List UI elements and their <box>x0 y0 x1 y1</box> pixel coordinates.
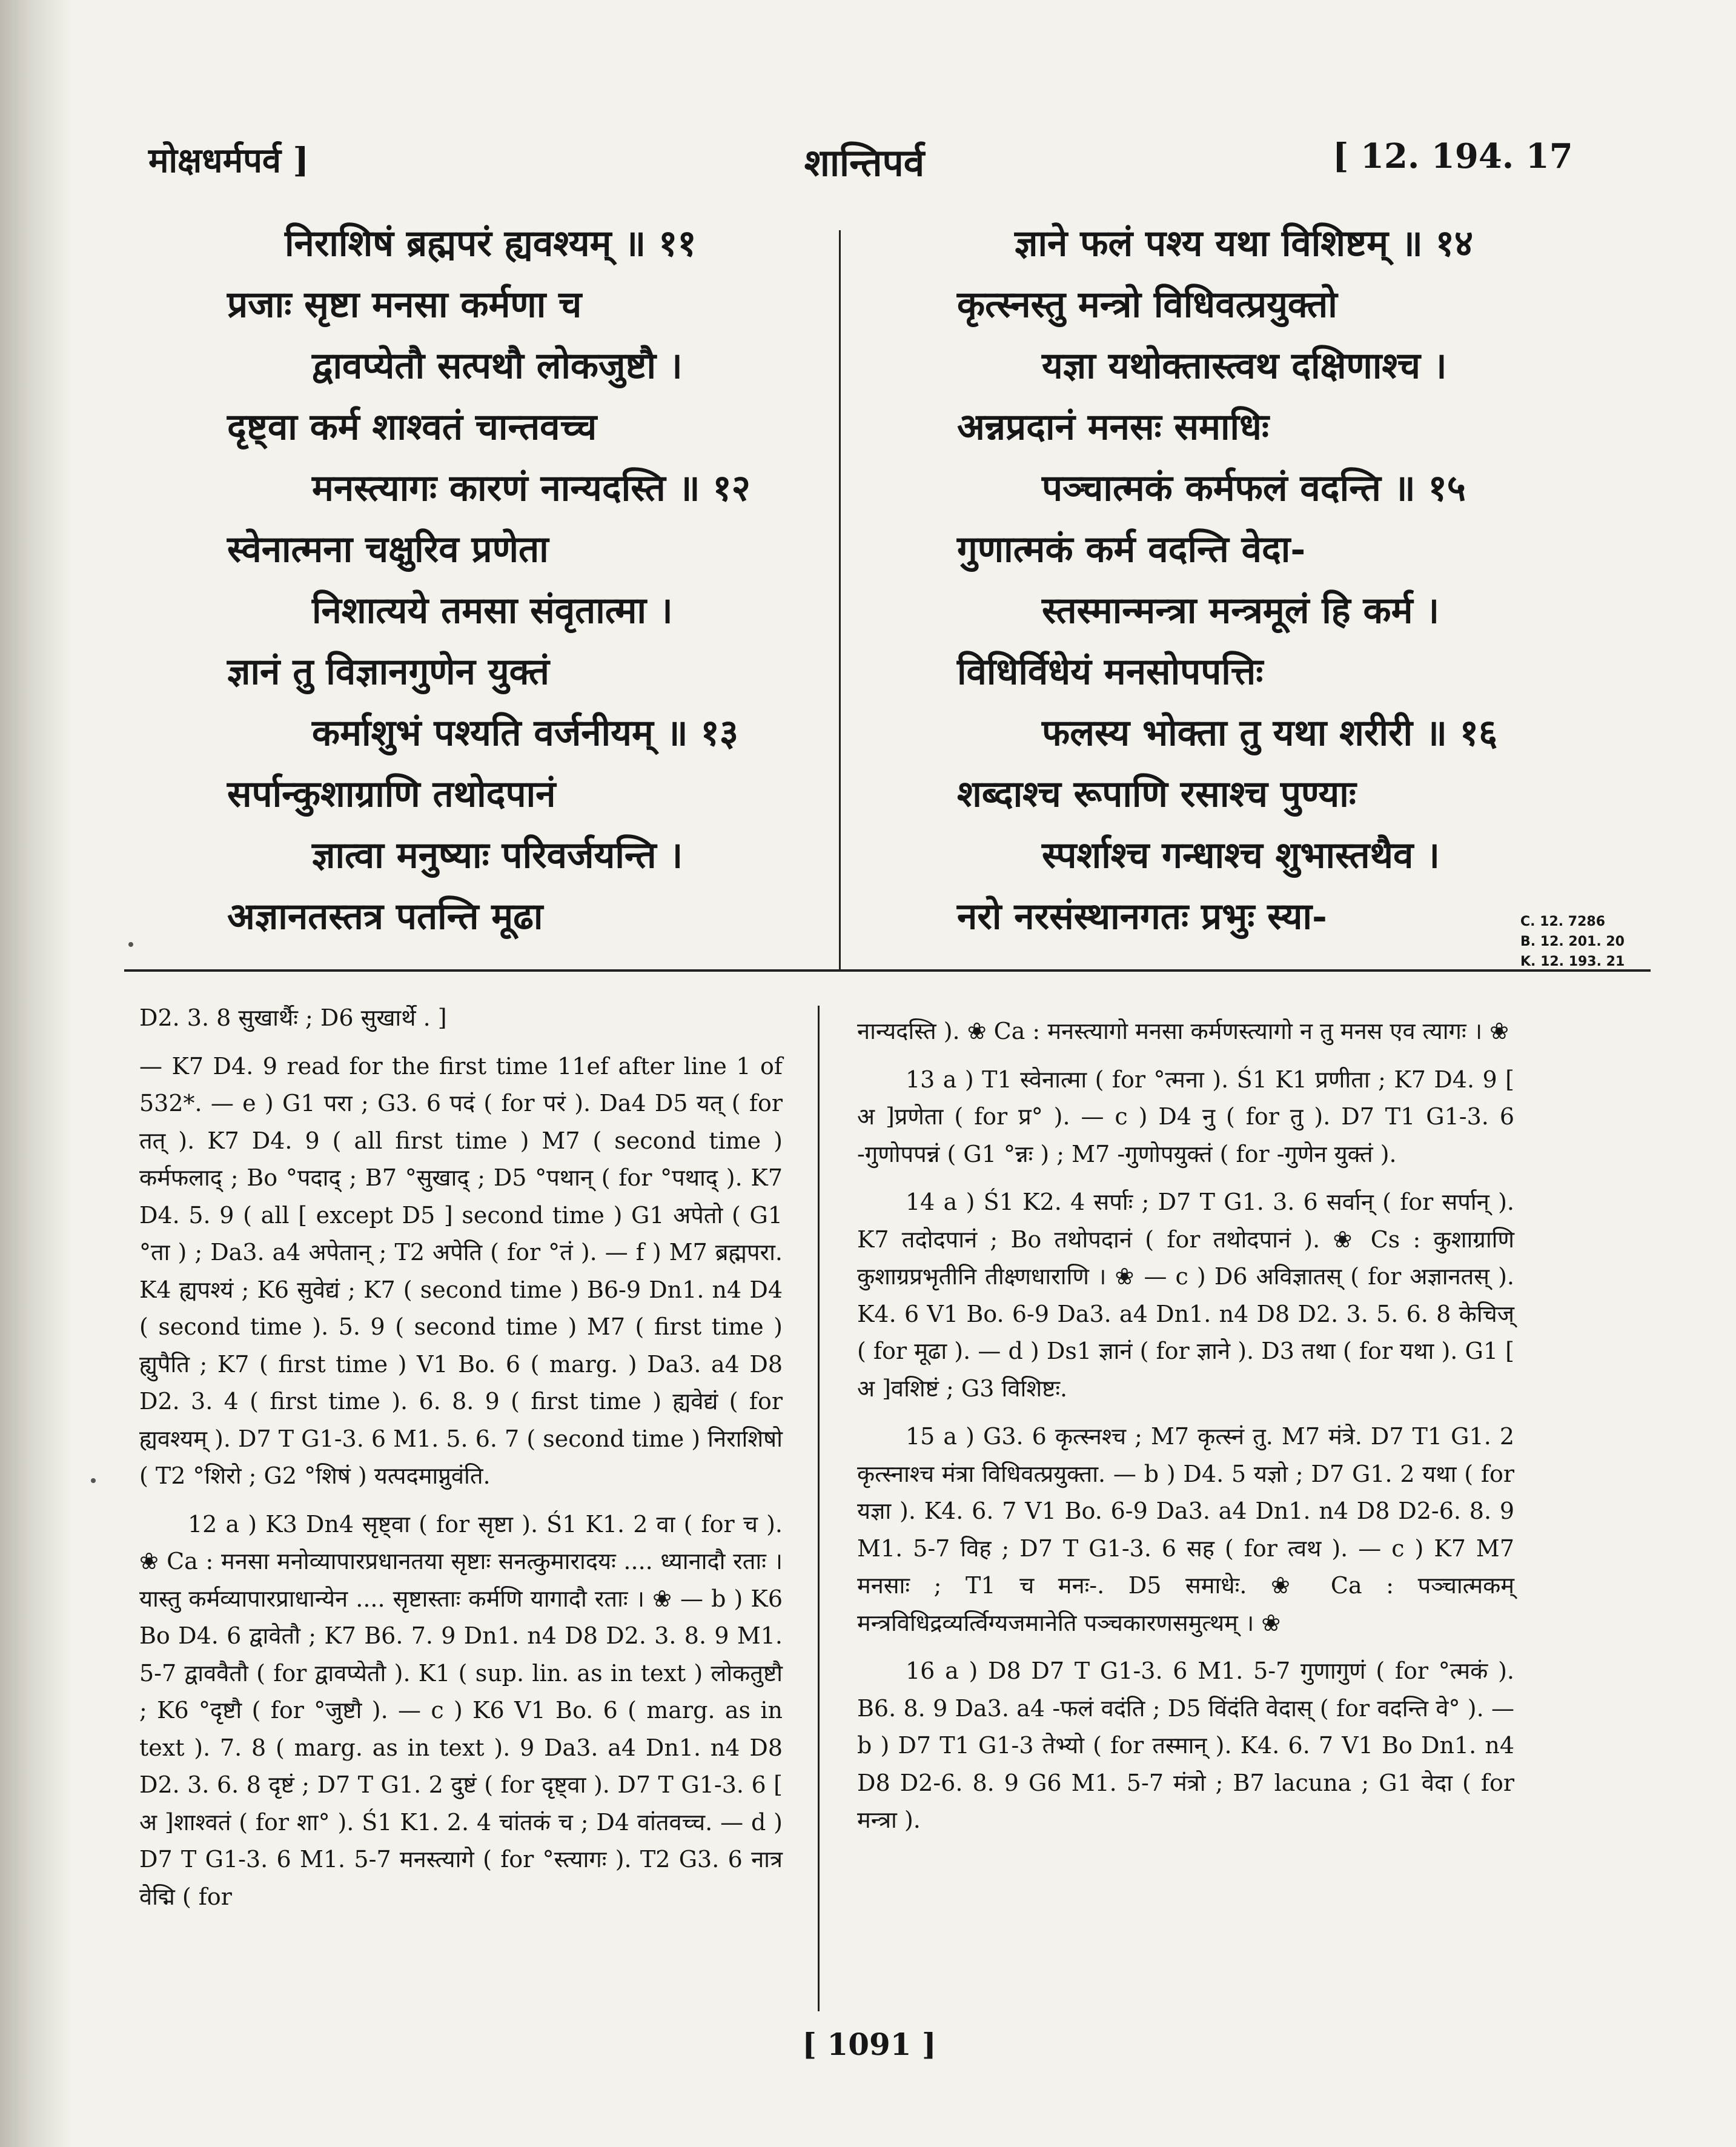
apparatus-entry: 15 a ) G3. 6 कृत्स्नश्च ; M7 कृत्स्नं तु. M7 मंत्रे. D7 T1 G1. 2 कृत्स्नाश्च मंत्रा विधिवत्प्रयुक्ता. — b ) D4. 5 यज्ञो ; D7 G1. 2 यथा ( for यज्ञा ). K4. 6. 7 V1 Bo. 6-9 Da3. a4 Dn1. n4 D8 D2-6. 8. 9 M1. 5-7 विह ; D7 T G1-3. 6 सह ( for त्वथ ). — c ) K7 M7 मनसाः ; T1 च मनः-. D5 समाधेः. ❀ Ca : पञ्चात्मकम् मन्त्रविधिद्रव्यर्त्विग्यजमानेति पञ्चकारणसमुत्थम् । ❀ <box>857 1423 1514 1636</box>
apparatus-entry: 13 a ) T1 स्वेनात्मा ( for °त्मना ). Ś1 K1 प्रणीता ; K7 D4. 9 [ अ ]प्रणेता ( for प्र° ). — c ) D4 नु ( for तु ). D7 T1 G1-3. 6 -गुणोपपन्नं ( G1 °न्नः ) ; M7 -गुणोपयुक्तं ( for -गुणेन युक्तं ). <box>857 1066 1514 1167</box>
binding-shadow <box>0 0 73 2147</box>
verse-line: यज्ञा यथोक्तास्त्वथ दक्षिणाश्च । <box>1042 345 1447 387</box>
verse-column-left <box>227 213 833 947</box>
scan-speck <box>91 1478 96 1483</box>
verse-line: कृत्स्नस्तु मन्त्रो विधिवत्प्रयुक्तो <box>957 284 1337 326</box>
apparatus-entry: 14 a ) Ś1 K2. 4 सर्पाः ; D7 T G1. 3. 6 सर्वान् ( for सर्पान् ). K7 तदोदपानं ; Bo तथोपदानं ( for तथोदपानं ). ❀ Cs : कुशाग्राणि कुशाग्रप्रभृतीनि तीक्ष्णधाराणि । ❀ — c ) D6 अविज्ञातस् ( for अज्ञानतस् ). K4. 6 V1 Bo. 6-9 Da3. a4 Dn1. n4 D8 D2. 3. 5. 6. 8 केचिज् ( for मूढा ). — d ) Ds1 ज्ञानं ( for ज्ञाने ). D3 तथा ( for यथा ). G1 [ अ ]वशिष्टं ; G3 विशिष्टः. <box>857 1189 1514 1402</box>
verse-reference: [ 12. 194. 17 <box>1333 136 1573 176</box>
apparatus-divider <box>818 1006 820 2011</box>
apparatus-entry: — K7 D4. 9 read for the first time 11ef after line 1 of 532*. — e ) G1 परा ; G3. 6 पदं ( for परं ). Da4 D5 यत् ( for तत् ). K7 D4. 9 ( all first time ) M7 ( second time ) कर्मफलाद् ; Bo °पदाद् ; B7 °सुखाद् ; D5 °पथान् ( for °पथाद् ). K7 D4. 5. 9 ( all [ except D5 ] second time ) G1 अपेतो ( G1 °ता ) ; Da3. a4 अपेतान् ; T2 अपेति ( for °तं ). — f ) M7 ब्रह्मपरा. K4 ह्यपश्यं ; K6 सुवेद्यं ; K7 ( second time ) B6-9 Dn1. n4 D4 ( second time ). 5. 9 ( second time ) M7 ( first time ) ह्युपैति ; K7 ( first time ) V1 Bo. 6 ( marg. ) Da3. a4 D8 D2. 3. 4 ( first time ). 6. 8. 9 ( first time ) ह्यवेद्यं ( for ह्यवश्यम् ). D7 T G1-3. 6 M1. 5. 6. 7 ( second time ) निराशिषो ( T2 °शिरो ; G2 °शिषं ) यत्पदमाप्नुवंति. <box>139 1052 783 1489</box>
verse-line: स्पर्शाश्च गन्धाश्च शुभास्तथैव । <box>1042 834 1440 877</box>
verse-line: विधिर्विधेयं मनसोपपत्तिः <box>957 651 1264 693</box>
verse-line: दृष्ट्वा कर्म शाश्वतं चान्तवच्च <box>227 406 597 448</box>
verse-line: सर्पान्कुशाग्राणि तथोदपानं <box>227 773 556 815</box>
concordance-line: C. 12. 7286 <box>1520 914 1606 929</box>
verse-line: नरो नरसंस्थानगतः प्रभुः स्या- <box>957 895 1327 938</box>
verse-line: ज्ञात्वा मनुष्याः परिवर्जयन्ति । <box>312 834 683 877</box>
apparatus-entry: 16 a ) D8 D7 T G1-3. 6 M1. 5-7 गुणागुणं ( for °त्मकं ). B6. 8. 9 Da3. a4 -फलं वदंति ; D5 विंदंति वेदास् ( for वदन्ति वे° ). — b ) D7 T1 G1-3 तेभ्यो ( for तस्मान् ). K4. 6. 7 V1 Bo Dn1. n4 D8 D2-6. 8. 9 G6 M1. 5-7 मंत्रो ; B7 lacuna ; G1 वेदा ( for मन्त्रा ). <box>857 1658 1514 1833</box>
verse-line: स्तस्मान्मन्त्रा मन्त्रमूलं हि कर्म । <box>1042 589 1440 632</box>
concordance-line: K. 12. 193. 21 <box>1520 954 1625 969</box>
apparatus-entry: D2. 3. 8 सुखार्थैः ; D6 सुखार्थे . ] <box>139 1004 447 1031</box>
verse-line: कर्माशुभं पश्यति वर्जनीयम् ॥ १३ <box>312 712 738 754</box>
page-number: [ 1091 ] <box>802 2026 936 2062</box>
verse-line: निशात्यये तमसा संवृतात्मा । <box>312 589 673 632</box>
verse-line: प्रजाः सृष्टा मनसा कर्मणा च <box>227 284 582 326</box>
concordance-line: B. 12. 201. 20 <box>1520 934 1625 949</box>
verse-line: ज्ञानं तु विज्ञानगुणेन युक्तं <box>227 651 549 693</box>
apparatus-column-left <box>139 1000 783 1916</box>
verse-line: निराशिषं ब्रह्मपरं ह्यवश्यम् ॥ ११ <box>285 222 697 265</box>
apparatus-rule <box>124 969 1651 972</box>
verse-line: स्वेनात्मना चक्षुरिव प्रणेता <box>227 528 549 571</box>
verse-column-right <box>957 213 1526 947</box>
verse-line: शब्दाश्च रूपाणि रसाश्च पुण्याः <box>957 773 1356 815</box>
apparatus-entry: 12 a ) K3 Dn4 सृष्ट्वा ( for सृष्टा ). Ś1 K1. 2 वा ( for च ). ❀ Ca : मनसा मनोव्यापारप्रधानतया सृष्टाः सनत्कुमारादयः .... ध्यानादौ रताः । यास्तु कर्मव्यापारप्राधान्येन .... सृष्टास्ताः कर्मणि यागादौ रताः । ❀ — b ) K6 Bo D4. 6 द्वावेतौ ; K7 B6. 7. 9 Dn1. n4 D8 D2. 3. 8. 9 M1. 5-7 द्वाववैतौ ( for द्वावप्येतौ ). K1 ( sup. lin. as in text ) लोकतुष्टौ ; K6 °दृष्टौ ( for °जुष्टौ ). — c ) K6 V1 Bo. 6 ( marg. as in text ). 7. 8 ( marg. as in text ). 9 Da3. a4 Dn1. n4 D8 D2. 3. 6. 8 दृष्टं ; D7 T G1. 2 दुष्टं ( for दृष्ट्वा ). D7 T G1-3. 6 [ अ ]शाश्वतं ( for शा° ). Ś1 K1. 2. 4 चांतकं च ; D4 वांतवच्च. — d ) D7 T G1-3. 6 M1. 5-7 मनस्त्यागे ( for °स्त्यागः ). T2 G3. 6 नात्र वेद्मि ( for <box>139 1510 783 1910</box>
verse-line: ज्ञाने फलं पश्य यथा विशिष्टम् ॥ १४ <box>1015 222 1474 265</box>
verse-line: द्वावप्येतौ सत्पथौ लोकजुष्टौ । <box>312 345 683 387</box>
concordance-note <box>1520 912 1625 972</box>
column-divider <box>839 230 841 969</box>
verse-line: मनस्त्यागः कारणं नान्यदस्ति ॥ १२ <box>312 467 750 509</box>
apparatus-entry: नान्यदस्ति ). ❀ Ca : मनस्त्यागो मनसा कर्मणस्त्यागो न तु मनस एव त्यागः । ❀ <box>857 1018 1509 1044</box>
scan-speck <box>128 942 133 947</box>
verse-line: पञ्चात्मकं कर्मफलं वदन्ति ॥ १५ <box>1042 467 1466 509</box>
verse-line: अन्नप्रदानं मनसः समाधिः <box>957 406 1270 448</box>
verse-line: फलस्य भोक्ता तु यथा शरीरी ॥ १६ <box>1042 712 1498 754</box>
book-title: शान्तिपर्व <box>804 141 925 185</box>
verse-line: गुणात्मकं कर्म वदन्ति वेदा- <box>957 528 1306 571</box>
apparatus-column-right <box>857 1013 1514 1839</box>
section-title: मोक्षधर्मपर्व ] <box>148 141 310 181</box>
verse-line: अज्ञानतस्तत्र पतन्ति मूढा <box>227 895 543 938</box>
